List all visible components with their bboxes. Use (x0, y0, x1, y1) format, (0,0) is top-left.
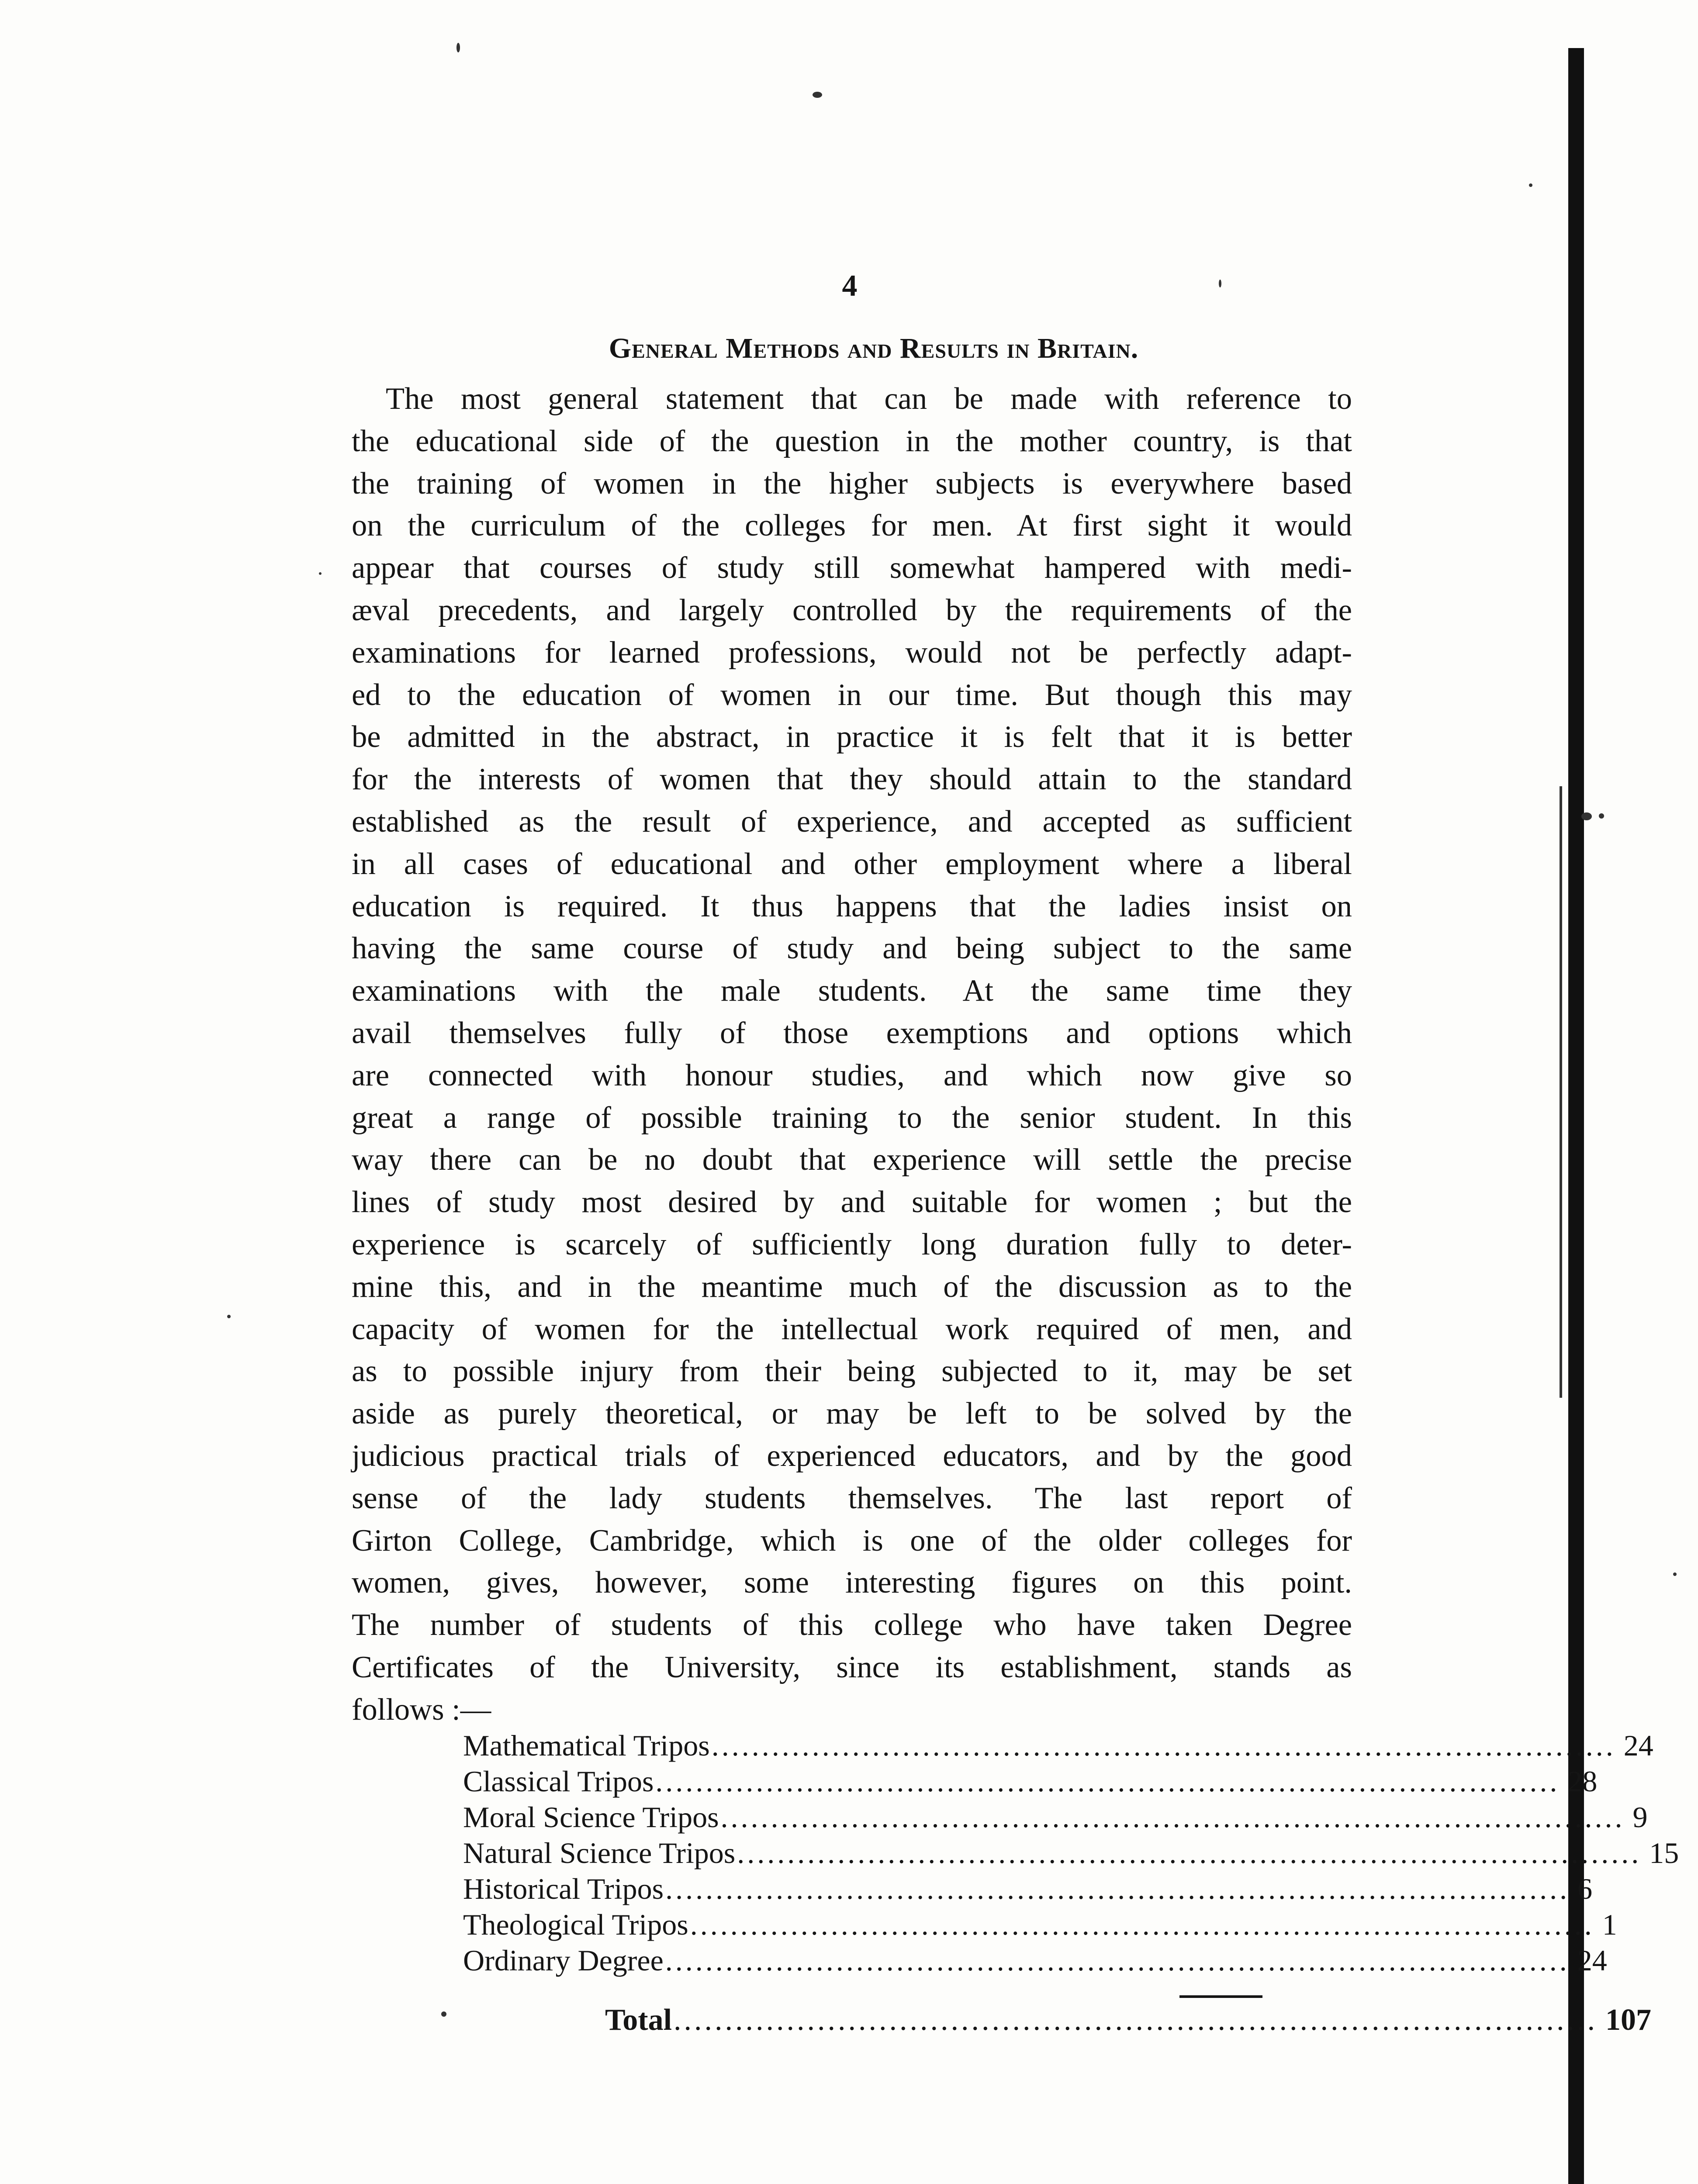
paragraph-line: education is required. It thus happens that the ladies insist on (352, 889, 1352, 923)
dot-leader: .......................................................................................... (655, 1765, 1560, 1798)
paragraph-line: as to possible injury from their being subjected to it, may be set (352, 1354, 1352, 1389)
scan-speck (1599, 813, 1604, 819)
paragraph-line: ed to the education of women in our time. But though this may (352, 677, 1352, 712)
scan-speck (441, 2011, 446, 2017)
paragraph-line: experience is scarcely of sufficiently long duration fully to deter- (352, 1227, 1352, 1261)
page-number: 4 (842, 269, 858, 303)
binding-edge-shadow (1560, 786, 1562, 1398)
paragraph-line: for the interests of women that they should attain to the standard (352, 762, 1352, 797)
paragraph-line: The most general statement that can be made with reference to (386, 382, 1352, 416)
paragraph-line: examinations for learned professions, would not be perfectly adapt- (352, 635, 1352, 670)
tripos-count: 15 (1649, 1836, 1679, 1870)
tripos-label: Natural Science Tripos (463, 1836, 736, 1870)
total-value: 107 (1605, 2003, 1652, 2037)
paragraph-line: appear that courses of study still somewhat hampered with medi- (352, 551, 1352, 585)
total-label: Total (605, 2003, 672, 2037)
scan-speck (456, 43, 460, 52)
tripos-count: 1 (1602, 1908, 1617, 1941)
paragraph-line: women, gives, however, some interesting figures on this point. (352, 1565, 1352, 1600)
dot-leader: .......................................................................................... (665, 1944, 1570, 1977)
paragraph-line: avail themselves fully of those exemptions and options which (352, 1016, 1352, 1050)
paragraph-line: having the same course of study and being subject to the same (352, 931, 1352, 966)
dot-leader: .......................................................................................... (720, 1800, 1625, 1834)
dot-leader: .......................................................................................... (737, 1836, 1642, 1870)
table-row (463, 1799, 1648, 1835)
tripos-label: Mathematical Tripos (463, 1729, 710, 1762)
paragraph-line: sense of the lady students themselves. The last report of (352, 1481, 1352, 1515)
paragraph-line: in all cases of educational and other employment where a liberal (352, 847, 1352, 881)
paragraph-line: established as the result of experience, and accepted as sufficient (352, 804, 1352, 839)
total-row (605, 2001, 1652, 2040)
paragraph-line: the training of women in the higher subjects is everywhere based (352, 466, 1352, 501)
paragraph-line: aside as purely theoretical, or may be left to be solved by the (352, 1396, 1352, 1431)
table-row (463, 1907, 1617, 1942)
paragraph-line: capacity of women for the intellectual work required of men, and (352, 1312, 1352, 1346)
paragraph-line: examinations with the male students. At the same time they (352, 974, 1352, 1008)
tripos-table (463, 1728, 1679, 1978)
dot-leader: .......................................................................................... (711, 1729, 1616, 1762)
table-row (463, 1763, 1598, 1799)
paragraph-line: follows :— (352, 1692, 491, 1727)
tripos-label: Classical Tripos (463, 1765, 654, 1798)
dot-leader: .......................................................................................... (674, 2003, 1598, 2037)
tripos-count: 24 (1577, 1944, 1607, 1977)
scan-speck (1581, 812, 1592, 820)
tripos-label: Theological Tripos (463, 1908, 688, 1941)
table-row (463, 1835, 1679, 1871)
dot-leader: .......................................................................................... (690, 1908, 1594, 1941)
tripos-count: 6 (1577, 1872, 1593, 1905)
paragraph-line: be admitted in the abstract, in practice it is felt that it is better (352, 720, 1352, 754)
scan-speck (813, 92, 822, 98)
scan-speck (227, 1315, 231, 1318)
body-paragraph (352, 378, 1352, 1731)
paragraph-line: The number of students of this college who have taken Degree (352, 1608, 1352, 1642)
tripos-label: Ordinary Degree (463, 1944, 664, 1977)
section-heading: General Methods and Results in Britain. (609, 332, 1139, 364)
paragraph-line: lines of study most desired by and suitable for women ; but the (352, 1185, 1352, 1220)
tripos-label: Moral Science Tripos (463, 1800, 719, 1834)
scan-speck (1673, 1572, 1677, 1576)
paragraph-line: Girton College, Cambridge, which is one of the older colleges for (352, 1523, 1352, 1558)
scan-speck (1529, 183, 1532, 187)
tripos-label: Historical Tripos (463, 1872, 664, 1905)
table-row (463, 1871, 1593, 1907)
table-row (463, 1942, 1607, 1978)
paragraph-line: judicious practical trials of experienced educators, and by the good (352, 1438, 1352, 1473)
table-row (463, 1728, 1653, 1763)
paragraph-line: æval precedents, and largely controlled by the requirements of the (352, 593, 1352, 627)
paragraph-line: mine this, and in the meantime much of the discussion as to the (352, 1269, 1352, 1304)
scan-speck (319, 572, 322, 575)
tripos-count: 9 (1632, 1800, 1648, 1834)
paragraph-line: are connected with honour studies, and which now give so (352, 1058, 1352, 1092)
paragraph-line: on the curriculum of the colleges for men. At first sight it would (352, 508, 1352, 543)
total-rule (1179, 1995, 1262, 1998)
paragraph-line: way there can be no doubt that experience will settle the precise (352, 1143, 1352, 1177)
paragraph-line: the educational side of the question in the mother country, is that (352, 424, 1352, 458)
paragraph-line: great a range of possible training to the senior student. In this (352, 1100, 1352, 1135)
tripos-count: 24 (1623, 1729, 1653, 1762)
tripos-count: 28 (1567, 1765, 1598, 1798)
dot-leader: .......................................................................................... (665, 1872, 1570, 1905)
scan-speck (1219, 280, 1221, 287)
paragraph-line: Certificates of the University, since its establishment, stands as (352, 1650, 1352, 1684)
